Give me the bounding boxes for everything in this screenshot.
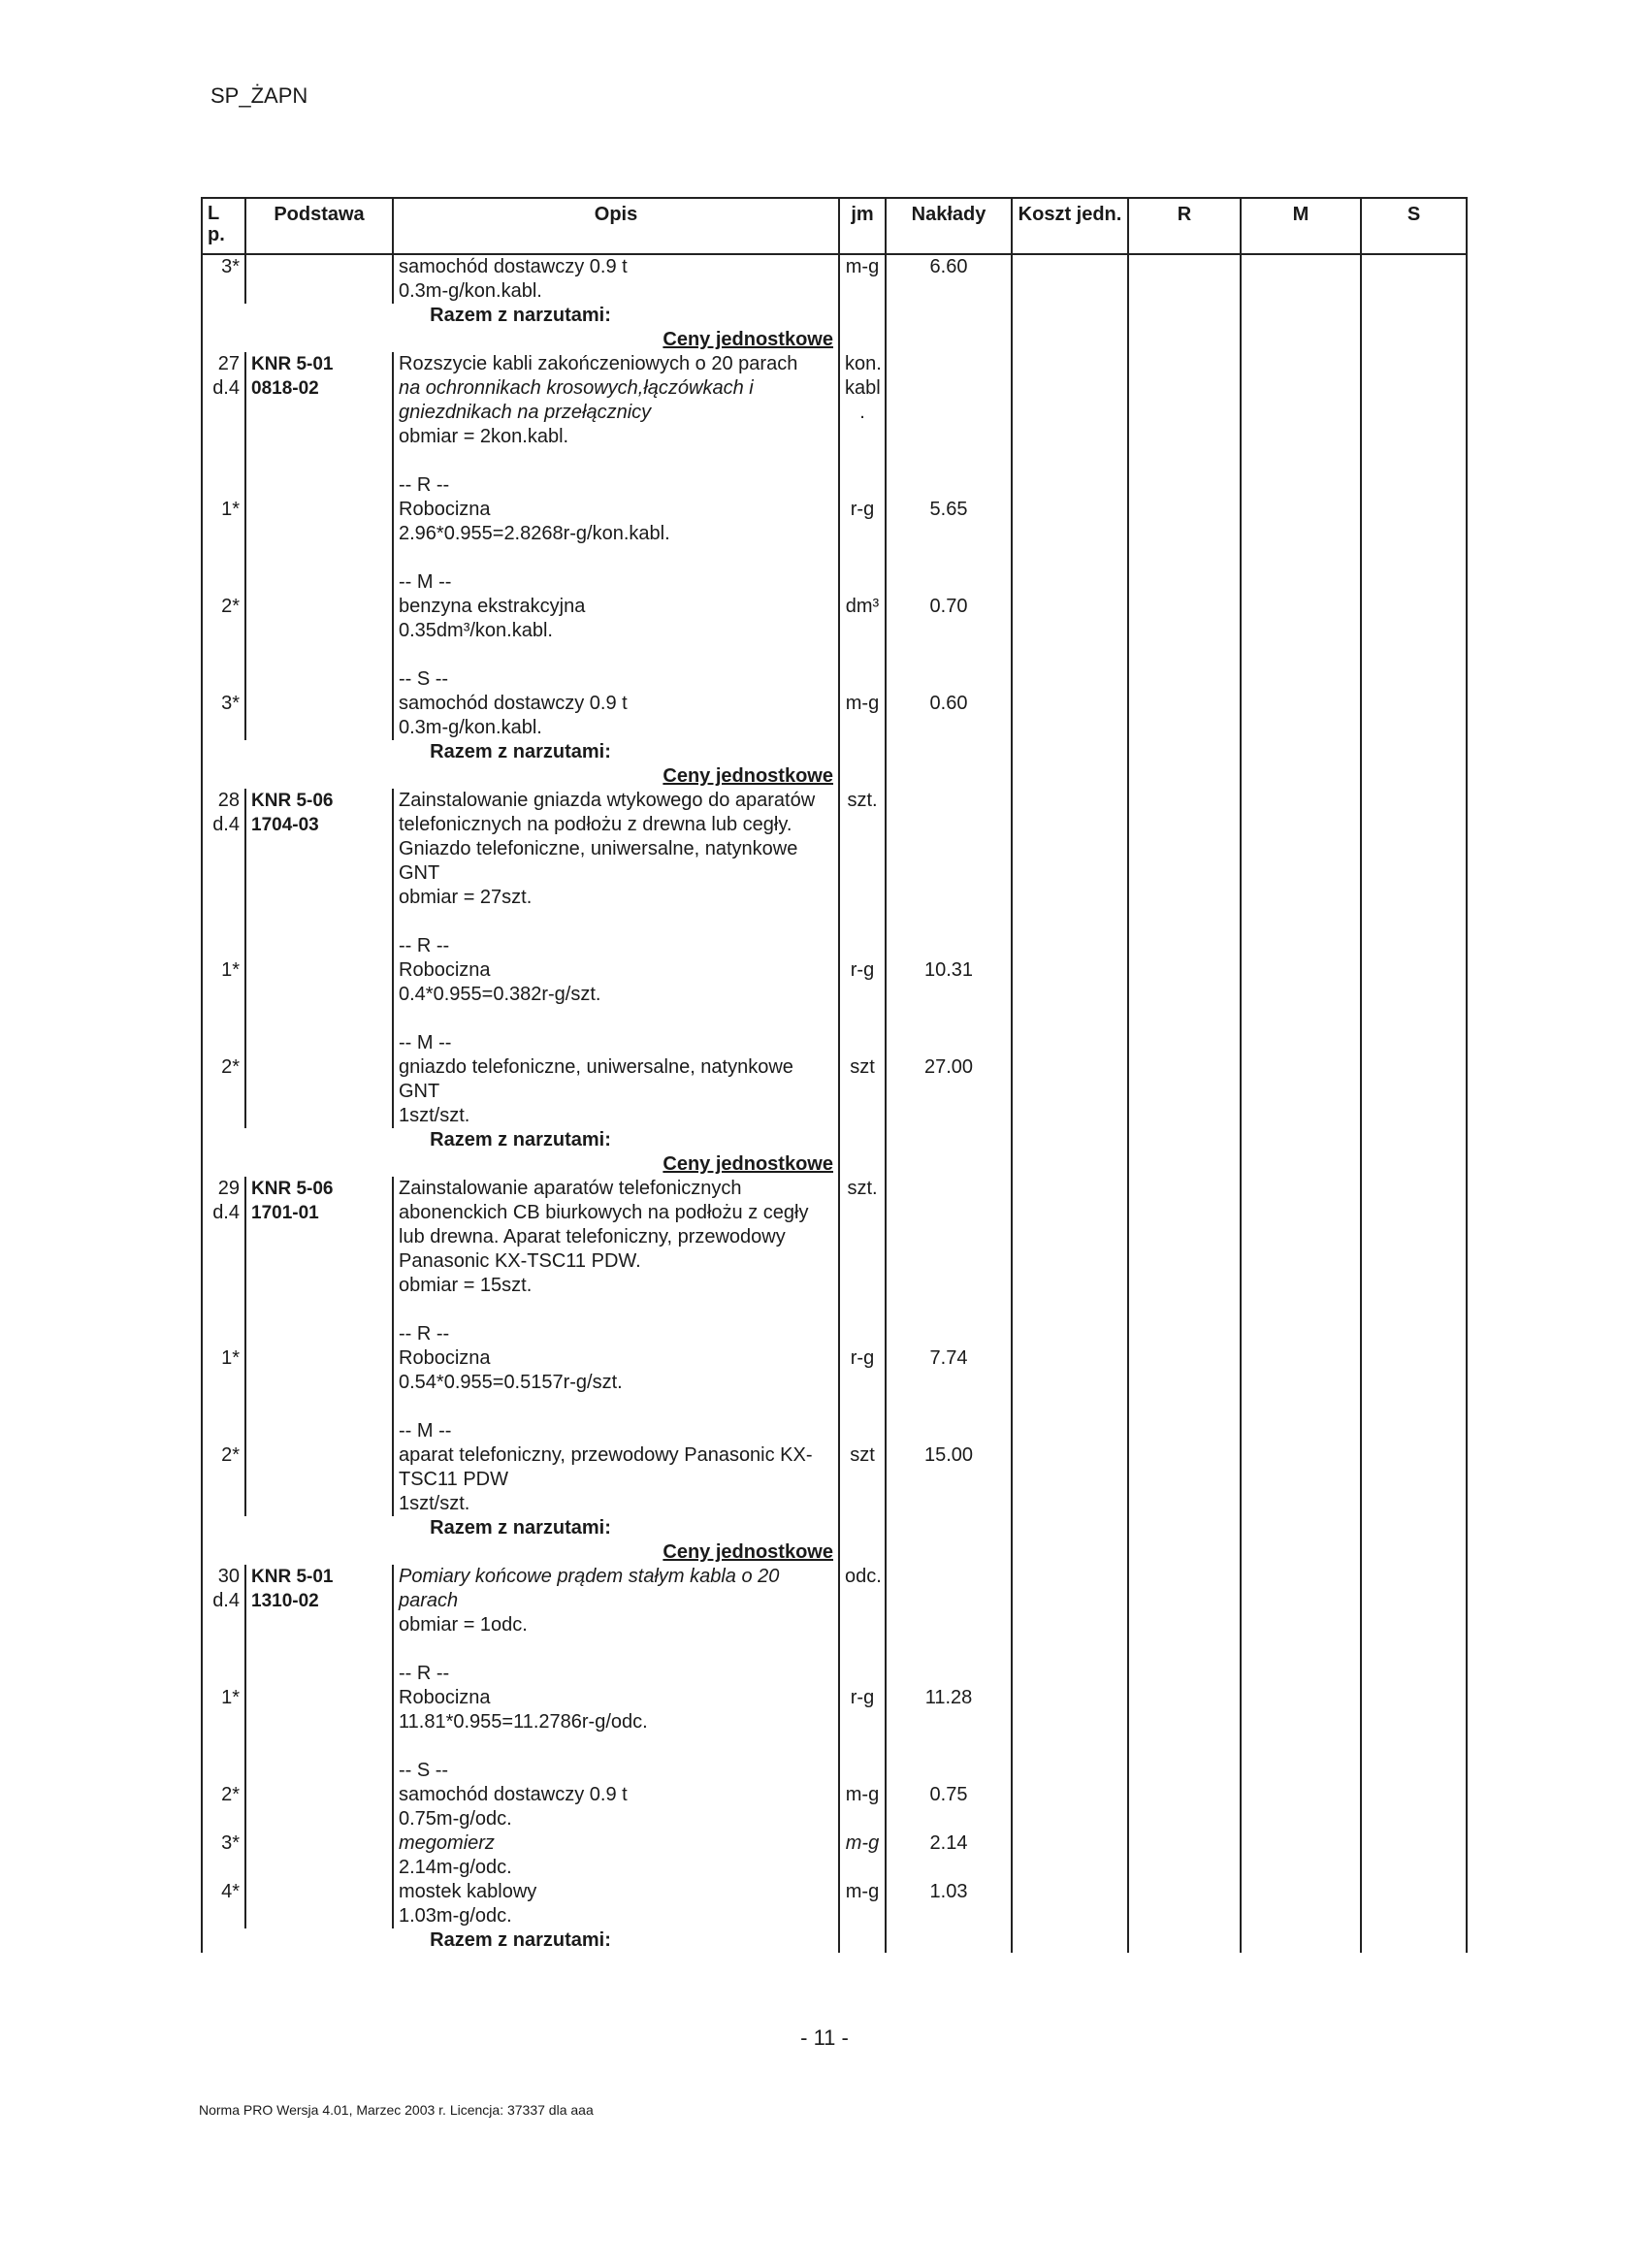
col-s-header: S	[1361, 198, 1467, 254]
row-opis: samochód dostawczy 0.9 t 0.3m-g/kon.kabl.	[393, 254, 839, 304]
opis-main: Zainstalowanie gniazda wtykowego do aparatów telefonicznych na podłożu z drewna lub cegły. Gniazdo telefoniczne, uniwersalne, natynkowe GNT obmiar = 27szt.	[399, 790, 816, 908]
price-label: Ceny jednostkowe	[202, 1152, 839, 1177]
col-podstawa-header: Podstawa	[245, 198, 393, 254]
resource-lp: 3*	[202, 1831, 245, 1880]
col-m-header: M	[1241, 198, 1361, 254]
resource-name: samochód dostawczy 0.9 t 0.3m-g/kon.kabl.	[393, 692, 839, 740]
resource-lp: 1*	[202, 1346, 245, 1395]
group-header-row	[202, 570, 1467, 595]
resource-row	[202, 692, 1467, 740]
row-lp: 3*	[202, 254, 245, 304]
resource-row	[202, 498, 1467, 546]
row-naklady: 6.60	[886, 254, 1012, 304]
position-podstawa: KNR 5-01 0818-02	[245, 352, 393, 498]
resource-jm: dm³	[839, 595, 886, 643]
resource-lp: 1*	[202, 958, 245, 1007]
opis-obmiar: obmiar = 1odc.	[399, 1614, 528, 1636]
position-row-28	[202, 789, 1467, 958]
resource-naklady: 0.60	[886, 692, 1012, 740]
resource-lp: 4*	[202, 1880, 245, 1928]
opis-italic: na ochronnikach krosowych,łączówkach i gniezdnikach na przełącznicy	[399, 377, 754, 423]
m-header: -- M --	[393, 1031, 839, 1055]
resource-name: samochód dostawczy 0.9 t 0.75m-g/odc.	[393, 1783, 839, 1831]
m-header: -- M --	[393, 1419, 839, 1443]
resource-lp: 1*	[202, 498, 245, 546]
resource-lp: 1*	[202, 1686, 245, 1734]
sum-label: Razem z narzutami:	[202, 1928, 839, 1953]
resource-jm: r-g	[839, 1686, 886, 1734]
resource-row	[202, 1346, 1467, 1395]
resource-jm: m-g	[839, 1831, 886, 1880]
resource-name: Robocizna 2.96*0.955=2.8268r-g/kon.kabl.	[393, 498, 839, 546]
s-header: -- S --	[393, 667, 839, 692]
col-opis-header: Opis	[393, 198, 839, 254]
price-row	[202, 764, 1467, 789]
resource-naklady: 2.14	[886, 1831, 1012, 1880]
opis-main: Zainstalowanie aparatów telefonicznych abonenckich CB biurkowych na podłożu z cegły lub drewna. Aparat telefoniczny, przewodowy Panasonic KX-TSC11 PDW. obmiar = 15szt.	[399, 1178, 809, 1296]
resource-lp: 2*	[202, 1055, 245, 1128]
resource-row	[202, 1686, 1467, 1734]
sum-row	[202, 740, 1467, 764]
sum-label: Razem z narzutami:	[202, 1516, 839, 1540]
r-header: -- R --	[399, 1663, 450, 1684]
resource-lp: 2*	[202, 1783, 245, 1831]
resource-name: Robocizna 0.4*0.955=0.382r-g/szt.	[393, 958, 839, 1007]
sum-row	[202, 1128, 1467, 1152]
table-row	[202, 254, 1467, 304]
resource-lp: 2*	[202, 595, 245, 643]
resource-jm: m-g	[839, 1880, 886, 1928]
resource-name: Robocizna 11.81*0.955=11.2786r-g/odc.	[393, 1686, 839, 1734]
resource-lp: 3*	[202, 692, 245, 740]
sum-row	[202, 1928, 1467, 1953]
col-naklady-header: Nakłady	[886, 198, 1012, 254]
opis-main: Rozszycie kabli zakończeniowych o 20 parach	[399, 353, 798, 374]
document-header: SP_ŻAPN	[210, 83, 308, 108]
r-header: -- R --	[399, 935, 450, 956]
page-number: - 11 -	[800, 2025, 849, 2050]
position-podstawa: KNR 5-01 1310-02	[245, 1565, 393, 1686]
col-r-header: R	[1128, 198, 1241, 254]
resource-sub: 2.14m-g/odc.	[399, 1857, 512, 1878]
r-header: -- R --	[399, 1323, 450, 1345]
sum-label: Razem z narzutami:	[202, 304, 839, 328]
position-lp: 28 d.4	[202, 789, 245, 958]
price-row	[202, 1540, 1467, 1565]
col-koszt-header: Koszt jedn.	[1012, 198, 1128, 254]
s-header: -- S --	[393, 1759, 839, 1783]
position-opis	[393, 789, 839, 958]
row-jm: m-g	[839, 254, 886, 304]
group-header-row	[202, 1759, 1467, 1783]
resource-naklady: 0.75	[886, 1783, 1012, 1831]
price-row	[202, 328, 1467, 352]
sum-label: Razem z narzutami:	[202, 1128, 839, 1152]
resource-jm: r-g	[839, 498, 886, 546]
resource-name: gniazdo telefoniczne, uniwersalne, natynkowe GNT 1szt/szt.	[393, 1055, 839, 1128]
resource-name-italic: megomierz	[399, 1832, 495, 1854]
resource-row	[202, 1880, 1467, 1928]
footer-text: Norma PRO Wersja 4.01, Marzec 2003 r. Licencja: 37337 dla aaa	[199, 2102, 594, 2118]
resource-row	[202, 1443, 1467, 1516]
price-label: Ceny jednostkowe	[202, 328, 839, 352]
col-jm-header: jm	[839, 198, 886, 254]
position-lp: 29 d.4	[202, 1177, 245, 1346]
price-row	[202, 1152, 1467, 1177]
position-jm: kon. kabl .	[839, 352, 886, 498]
position-row-29	[202, 1177, 1467, 1346]
position-row-27	[202, 352, 1467, 498]
resource-jm: r-g	[839, 958, 886, 1007]
resource-naklady: 27.00	[886, 1055, 1012, 1128]
position-podstawa: KNR 5-06 1704-03	[245, 789, 393, 958]
position-jm: szt.	[839, 1177, 886, 1346]
opis-obmiar: obmiar = 2kon.kabl.	[399, 426, 569, 447]
resource-jm: m-g	[839, 692, 886, 740]
resource-naklady: 1.03	[886, 1880, 1012, 1928]
opis-italic: Pomiary końcowe prądem stałym kabla o 20 parach	[399, 1566, 780, 1611]
resource-jm: r-g	[839, 1346, 886, 1395]
resource-name: Robocizna 0.54*0.955=0.5157r-g/szt.	[393, 1346, 839, 1395]
resource-naklady: 7.74	[886, 1346, 1012, 1395]
table-header-row	[202, 198, 1467, 254]
resource-row	[202, 1055, 1467, 1128]
r-header: -- R --	[399, 474, 450, 496]
m-header: -- M --	[393, 570, 839, 595]
resource-naklady: 11.28	[886, 1686, 1012, 1734]
price-label: Ceny jednostkowe	[202, 764, 839, 789]
resource-row	[202, 595, 1467, 643]
resource-name: mostek kablowy 1.03m-g/odc.	[393, 1880, 839, 1928]
position-jm: odc.	[839, 1565, 886, 1686]
resource-row	[202, 1783, 1467, 1831]
resource-row	[202, 958, 1467, 1007]
resource-row	[202, 1831, 1467, 1880]
position-row-30	[202, 1565, 1467, 1686]
resource-jm: szt	[839, 1055, 886, 1128]
sum-label: Razem z narzutami:	[202, 740, 839, 764]
position-opis	[393, 1177, 839, 1346]
price-label: Ceny jednostkowe	[202, 1540, 839, 1565]
sum-row	[202, 1516, 1467, 1540]
resource-naklady: 5.65	[886, 498, 1012, 546]
resource-jm: szt	[839, 1443, 886, 1516]
position-lp: 30 d.4	[202, 1565, 245, 1686]
position-lp: 27 d.4	[202, 352, 245, 498]
sum-row	[202, 304, 1467, 328]
position-jm: szt.	[839, 789, 886, 958]
resource-naklady: 10.31	[886, 958, 1012, 1007]
position-opis	[393, 352, 839, 498]
resource-name: benzyna ekstrakcyjna 0.35dm³/kon.kabl.	[393, 595, 839, 643]
group-header-row	[202, 667, 1467, 692]
resource-naklady: 0.70	[886, 595, 1012, 643]
col-lp-header: L p.	[202, 198, 245, 254]
resource-name: aparat telefoniczny, przewodowy Panasonic KX-TSC11 PDW 1szt/szt.	[393, 1443, 839, 1516]
group-header-row	[202, 1031, 1467, 1055]
group-header-row	[202, 1419, 1467, 1443]
resource-jm: m-g	[839, 1783, 886, 1831]
resource-lp: 2*	[202, 1443, 245, 1516]
resource-naklady: 15.00	[886, 1443, 1012, 1516]
resource-name	[393, 1831, 839, 1880]
estimate-table	[201, 197, 1468, 1953]
position-podstawa: KNR 5-06 1701-01	[245, 1177, 393, 1346]
position-opis	[393, 1565, 839, 1686]
